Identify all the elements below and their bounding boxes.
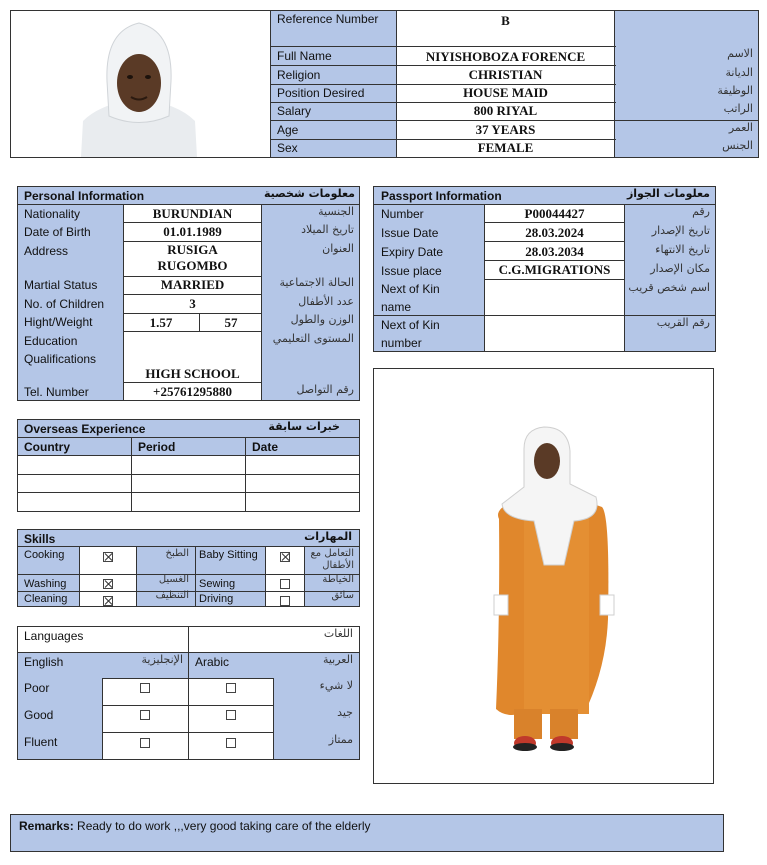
issue-place-value: C.G.MIGRATIONS <box>498 262 611 277</box>
languages-title: Languages <box>24 629 84 643</box>
arabic-fluent-checkbox[interactable] <box>226 738 236 748</box>
issue-place-ar: مكان الإصدار <box>650 262 710 275</box>
position-value: HOUSE MAID <box>463 85 548 100</box>
marital-label: Martial Status <box>24 278 98 292</box>
position-label: Position Desired <box>277 86 365 100</box>
passport-number-value: P00044427 <box>524 206 585 221</box>
level-fluent-label: Fluent <box>24 735 58 749</box>
children-ar: عدد الأطفال <box>298 295 354 308</box>
height-weight-label: Hight/Weight <box>24 315 93 329</box>
children-label: No. of Children <box>24 297 105 311</box>
arabic-good-checkbox[interactable] <box>226 710 236 720</box>
lang-english-ar: الإنجليزية <box>141 653 183 666</box>
remarks-box <box>10 814 724 852</box>
skill-sewing-ar: الخياطة <box>322 574 354 585</box>
religion-label: Religion <box>277 68 321 82</box>
lang-arabic-ar: العربية <box>322 653 353 666</box>
dob-label: Date of Birth <box>24 225 91 239</box>
overseas-title: Overseas Experience <box>24 422 146 436</box>
skill-washing-checkbox[interactable] <box>103 579 113 589</box>
age-value: 37 YEARS <box>475 122 536 137</box>
kin-name-label: Next of Kin name <box>381 282 440 314</box>
arabic-poor-checkbox[interactable] <box>226 683 236 693</box>
remarks-label: Remarks: <box>19 819 74 833</box>
level-good-label: Good <box>24 708 54 722</box>
salary-ar: الراتب <box>723 102 753 115</box>
skill-driving-label: Driving <box>199 593 234 605</box>
religion-value: CHRISTIAN <box>468 67 543 82</box>
salary-value: 800 RIYAL <box>473 103 538 118</box>
issue-date-label: Issue Date <box>381 226 439 240</box>
level-good-ar: جيد <box>337 706 353 719</box>
passport-number-ar: رقم <box>692 205 710 218</box>
full-name-ar: الاسم <box>727 47 753 60</box>
nationality-ar: الجنسية <box>318 205 354 218</box>
english-poor-checkbox[interactable] <box>140 683 150 693</box>
height-weight-ar: الوزن والطول <box>290 313 354 326</box>
skill-cleaning-ar: التنظيف <box>155 590 189 601</box>
full-name-value: NIYISHOBOZA FORENCE <box>425 49 586 64</box>
address-label: Address <box>24 244 69 258</box>
nationality-value: BURUNDIAN <box>152 206 233 221</box>
dob-ar: تاريخ الميلاد <box>301 223 354 236</box>
english-fluent-checkbox[interactable] <box>140 738 150 748</box>
skill-sewing-label: Sewing <box>199 578 236 590</box>
salary-label: Salary <box>277 104 312 118</box>
age-ar: العمر <box>728 121 753 134</box>
skill-driving-checkbox[interactable] <box>280 596 290 606</box>
children-value: 3 <box>189 296 196 311</box>
lang-arabic-label: Arabic <box>195 655 230 669</box>
full-body-photo <box>374 369 713 783</box>
skill-washing-ar: الغسيل <box>158 574 189 585</box>
skill-babysitting-label: Baby Sitting <box>199 549 258 561</box>
skill-cleaning-checkbox[interactable] <box>103 596 113 606</box>
passport-info-title-ar: معلومات الجواز <box>626 187 710 200</box>
skill-cooking-checkbox[interactable] <box>103 552 113 562</box>
overseas-col-date: Date <box>252 440 279 454</box>
sex-value: FEMALE <box>477 140 534 155</box>
level-fluent-ar: ممتاز <box>328 733 353 746</box>
nationality-label: Nationality <box>24 207 81 221</box>
expiry-date-label: Expiry Date <box>381 245 444 259</box>
languages-title-ar: اللغات <box>323 627 353 640</box>
sex-ar: الجنس <box>722 139 753 152</box>
tel-ar: رقم التواصل <box>296 383 354 396</box>
skill-sewing-checkbox[interactable] <box>280 579 290 589</box>
skill-babysitting-checkbox[interactable] <box>280 552 290 562</box>
reference-value: B <box>501 13 510 28</box>
level-poor-ar: لا شيء <box>319 679 353 692</box>
overseas-col-country: Country <box>24 440 70 454</box>
address-ar: العنوان <box>322 242 354 255</box>
english-good-checkbox[interactable] <box>140 710 150 720</box>
full-name-label: Full Name <box>277 49 332 63</box>
passport-number-label: Number <box>381 207 424 221</box>
education-ar: المستوى التعليمي <box>272 332 354 345</box>
lang-english-label: English <box>24 655 64 669</box>
weight-value: 57 <box>224 315 238 330</box>
overseas-title-ar: خبرات سابقة <box>268 420 340 433</box>
skill-cleaning-label: Cleaning <box>24 593 68 605</box>
education-value: HIGH SCHOOL <box>145 366 240 381</box>
full-body-photo-frame <box>373 368 714 784</box>
issue-place-label: Issue place <box>381 264 442 278</box>
expiry-date-ar: تاريخ الانتهاء <box>655 243 710 256</box>
kin-number-label: Next of Kin number <box>381 318 440 350</box>
expiry-date-value: 28.03.2034 <box>525 244 584 259</box>
sex-label: Sex <box>277 141 298 155</box>
issue-date-value: 28.03.2024 <box>525 225 584 240</box>
dob-value: 01.01.1989 <box>163 224 222 239</box>
height-value: 1.57 <box>149 315 173 330</box>
skills-title: Skills <box>24 532 56 546</box>
kin-name-ar: اسم شخص قريب <box>628 281 710 294</box>
skill-babysitting-ar: التعامل مع الأطفال <box>310 548 354 571</box>
reference-label: Reference Number <box>277 12 379 26</box>
remarks-text: Ready to do work ,,,very good taking care of the elderly <box>77 819 371 833</box>
religion-ar: الديانة <box>725 66 753 79</box>
photo-frame <box>10 10 271 158</box>
kin-number-ar: رقم القريب <box>656 316 710 329</box>
education-label: Education Qualifications <box>24 334 97 366</box>
personal-info-title: Personal Information <box>24 189 145 203</box>
position-ar: الوظيفة <box>717 84 753 97</box>
marital-ar: الحالة الاجتماعية <box>279 276 354 289</box>
personal-info-title-ar: معلومات شخصية <box>264 187 355 200</box>
overseas-col-period: Period <box>138 440 176 454</box>
issue-date-ar: تاريخ الإصدار <box>651 224 710 237</box>
skill-cooking-ar: الطبخ <box>165 548 189 559</box>
portrait-photo <box>11 11 270 157</box>
address-value: RUSIGA RUGOMBO <box>157 242 228 273</box>
marital-value: MARRIED <box>160 277 225 292</box>
tel-label: Tel. Number <box>24 385 89 399</box>
skill-driving-ar: سائق <box>331 590 354 601</box>
tel-value: +25761295880 <box>153 384 232 399</box>
skill-cooking-label: Cooking <box>24 549 65 561</box>
passport-info-title: Passport Information <box>381 189 502 203</box>
skill-washing-label: Washing <box>24 578 67 590</box>
skills-title-ar: المهارات <box>304 530 352 543</box>
age-label: Age <box>277 123 299 137</box>
level-poor-label: Poor <box>24 681 50 695</box>
